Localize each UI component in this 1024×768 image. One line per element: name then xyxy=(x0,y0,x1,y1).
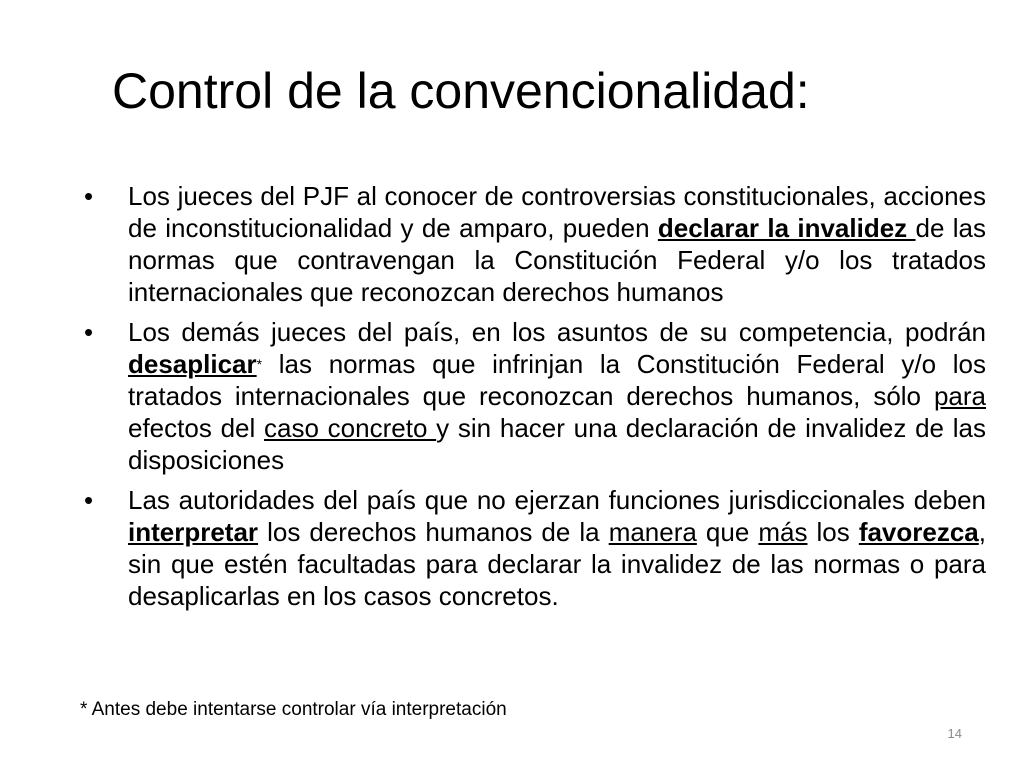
bullet-item xyxy=(78,316,986,476)
text-segment: Los demás jueces del país, en los asuntos de su competencia, podrán xyxy=(128,317,986,347)
emphasis-caso-concreto: caso concreto xyxy=(264,413,437,443)
emphasis-favorezca: favorezca xyxy=(858,517,979,547)
text-segment: de las normas que contravengan la Constitución Federal y/o los tratados internacionales que reconozcan derechos humanos xyxy=(128,213,986,307)
bullet-item xyxy=(78,180,986,308)
bullet-text xyxy=(128,181,986,307)
emphasis-para: para xyxy=(933,381,986,411)
text-segment: que xyxy=(696,517,759,547)
bullet-item xyxy=(78,484,986,612)
text-segment: Las autoridades del país que no ejerzan funciones jurisdiccionales deben xyxy=(128,485,986,515)
text-segment: y sin hacer una declaración de invalidez de las disposiciones xyxy=(128,413,986,475)
text-segment: las normas que infrinjan la Constitución Federal y/o los tratados internacionales que reconozcan derechos humanos, sólo xyxy=(128,349,986,411)
bullet-list xyxy=(78,180,986,620)
text-segment: efectos del xyxy=(128,413,265,443)
footnote-marker: * xyxy=(256,356,263,372)
bullet-dot-icon: • xyxy=(84,485,94,515)
bullet-text xyxy=(128,317,986,475)
emphasis-desaplicar: desaplicar xyxy=(128,349,257,379)
text-segment: , sin que estén facultadas para declarar la invalidez de las normas o para desaplicarlas en los casos concretos. xyxy=(128,517,987,611)
page-number: 14 xyxy=(947,726,962,741)
text-segment: los xyxy=(807,517,859,547)
footnote: * Antes debe intentarse controlar vía interpretación xyxy=(80,699,507,720)
bullet-dot-icon: • xyxy=(84,317,94,347)
text-segment: los derechos humanos de la xyxy=(258,517,609,547)
slide-title: Control de la convencionalidad: xyxy=(112,63,810,119)
bullet-dot-icon: • xyxy=(84,181,94,211)
emphasis-interpretar: interpretar xyxy=(128,517,259,547)
emphasis-manera: manera xyxy=(608,517,697,547)
text-segment: Los jueces del PJF al conocer de controversias constitucionales, acciones de inconstitucionalidad y de amparo, pueden xyxy=(128,181,986,243)
emphasis-declarar-la-invalidez: declarar la invalidez xyxy=(657,213,916,243)
bullet-text xyxy=(128,485,986,611)
emphasis-mas: más xyxy=(758,517,808,547)
